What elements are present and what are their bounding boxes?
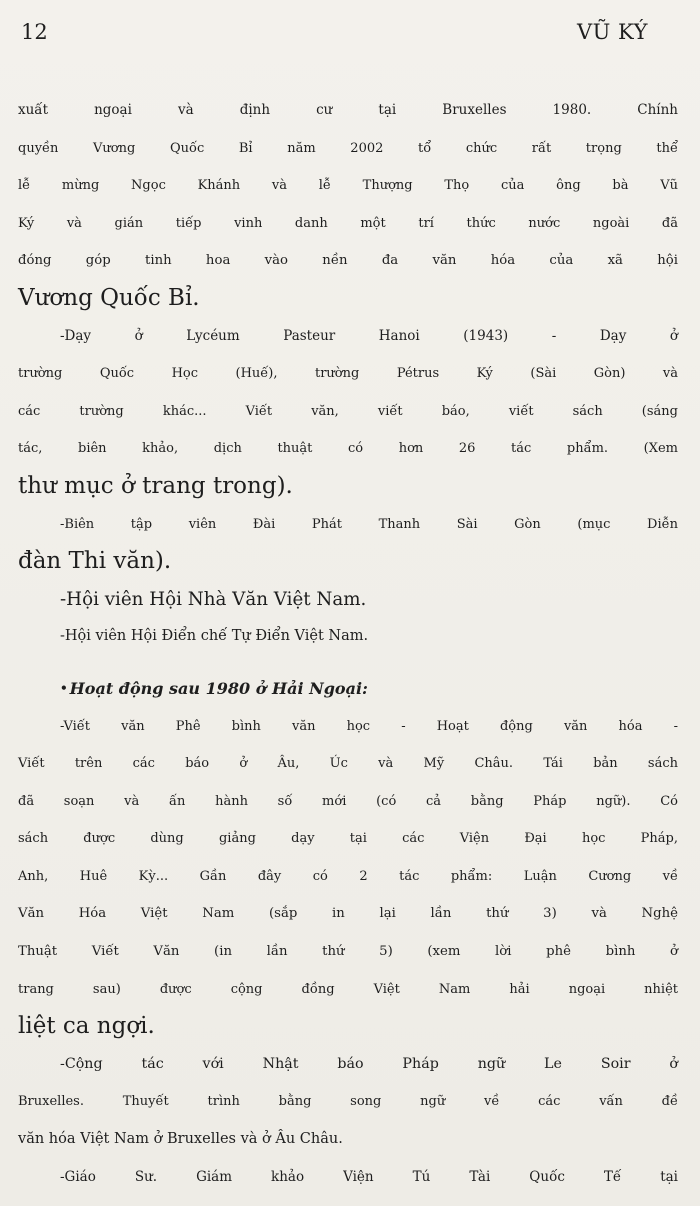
text-line: quyền Vương Quốc Bỉ năm 2002 tổ chức rất trọng thể xyxy=(18,140,678,156)
text-line: liệt ca ngợi. xyxy=(18,1013,155,1040)
text-line: Ký và gián tiếp vinh danh một trí thức nước ngoài đã xyxy=(18,215,678,231)
text-line: thư mục ở trang trong). xyxy=(18,472,293,499)
text-line: -Giáo Sư. Giám khảo Viện Tú Tài Quốc Tế tại xyxy=(60,1168,678,1185)
text-line: -Viết văn Phê bình văn học - Hoạt động văn hóa - xyxy=(60,718,678,734)
text-line: đàn Thi văn). xyxy=(18,548,172,575)
text-line: Vương Quốc Bỉ. xyxy=(18,284,200,311)
text-line: -Biên tập viên Đài Phát Thanh Sài Gòn (mục Diễn xyxy=(60,516,678,532)
text-line: sách được dùng giảng dạy tại các Viện Đại học Pháp, xyxy=(18,831,678,847)
text-line: Thuật Viết Văn (in lần thứ 5) (xem lời phê bình ở xyxy=(18,944,678,960)
bullet-icon: • xyxy=(60,680,68,695)
text-line: đã soạn và ấn hành số mới (có cả bằng Pháp ngữ). Có xyxy=(18,793,678,809)
text-line: lễ mừng Ngọc Khánh và lễ Thượng Thọ của ông bà Vũ xyxy=(18,178,678,194)
text-line: Văn Hóa Việt Nam (sắp in lại lần thứ 3) và Nghệ xyxy=(18,906,678,922)
text-line: -Dạy ở Lycéum Pasteur Hanoi (1943) - Dạy ở xyxy=(60,327,678,344)
page-number: 12 xyxy=(21,20,48,44)
text-line: trường Quốc Học (Huế), trường Pétrus Ký (Sài Gòn) và xyxy=(18,366,678,382)
text-line: tác, biên khảo, dịch thuật có hơn 26 tác phẩm. (Xem xyxy=(18,441,678,457)
text-line: các trường khác... Viết văn, viết báo, viết sách (sáng xyxy=(18,403,678,419)
text-line: đóng góp tinh hoa vào nền đa văn hóa của xã hội xyxy=(18,253,678,269)
running-head: VŨ KÝ xyxy=(576,20,648,44)
text-line: -Hội viên Hội Điển chế Tự Điển Việt Nam. xyxy=(60,628,369,645)
text-line: Viết trên các báo ở Âu, Úc và Mỹ Châu. Tái bản sách xyxy=(18,756,678,772)
text-line: -Cộng tác với Nhật báo Pháp ngữ Le Soir ở xyxy=(60,1055,678,1072)
text-line: Anh, Huê Kỳ... Gần đây có 2 tác phẩm: Luận Cương về xyxy=(18,868,678,884)
section-heading-text: Hoạt động sau 1980 ở Hải Ngoại: xyxy=(69,678,368,698)
text-line: Bruxelles. Thuyết trình bằng song ngữ về các vấn đề xyxy=(18,1094,678,1110)
text-line: xuất ngoại và định cư tại Bruxelles 1980. Chính xyxy=(18,102,678,118)
section-heading xyxy=(18,670,678,708)
body-text xyxy=(18,92,678,1196)
text-line: -Hội viên Hội Nhà Văn Việt Nam. xyxy=(60,588,367,610)
text-line: văn hóa Việt Nam ở Bruxelles và ở Âu Châu. xyxy=(18,1131,343,1148)
text-line: trang sau) được cộng đồng Việt Nam hải ngoại nhiệt xyxy=(18,981,678,997)
